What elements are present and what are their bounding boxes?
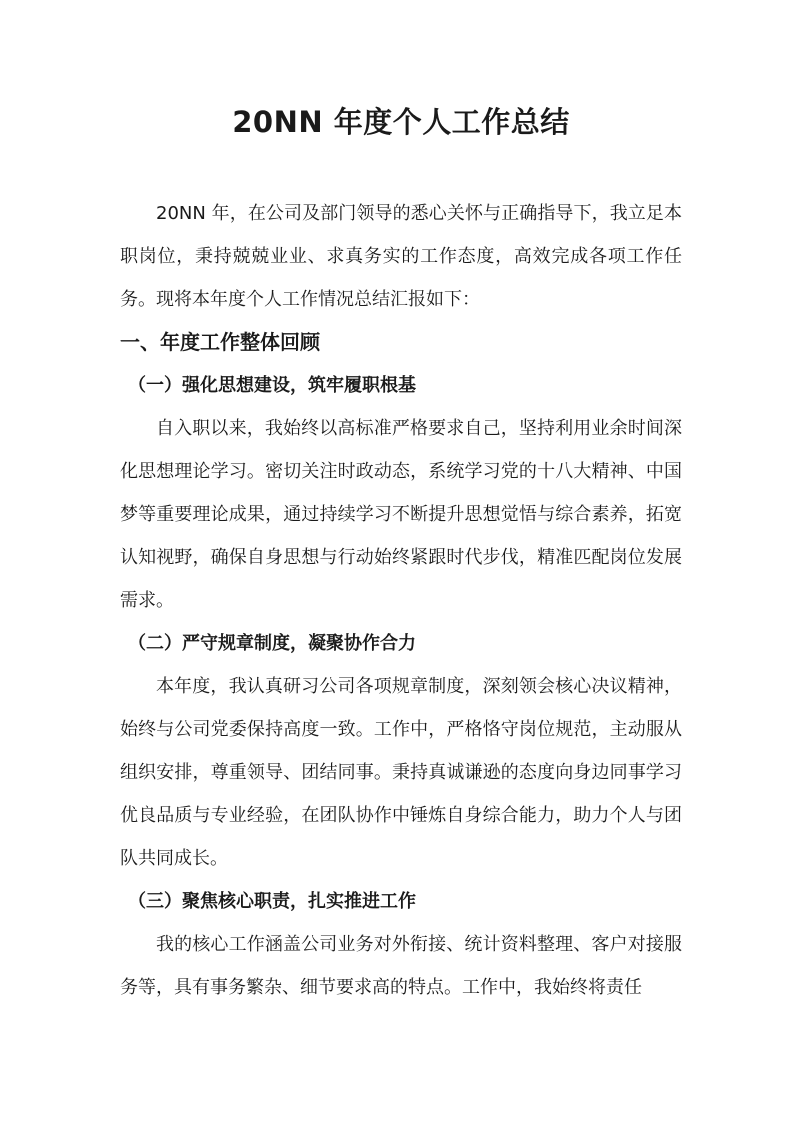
subsection-paragraph-duties: 我的核心工作涵盖公司业务对外衔接、统计资料整理、客户对接服务等，具有事务繁杂、细节要求高的特点。工作中，我始终将责任 bbox=[120, 934, 682, 998]
document-body bbox=[120, 192, 682, 1009]
subsection-heading-rules: （二）严守规章制度，凝聚协作合力 bbox=[128, 633, 416, 654]
subsection-paragraph-rules: 本年度，我认真研习公司各项规章制度，深刻领会核心决议精神，始终与公司党委保持高度一致。工作中，严格恪守岗位规范，主动服从组织安排，尊重领导、团结同事。秉持真诚谦逊的态度向身边同事学习优良品质与专业经验，在团队协作中锤炼自身综合能力，助力个人与团队共同成长。 bbox=[120, 676, 682, 869]
document-title: 20NN 年度个人工作总结 bbox=[232, 105, 570, 139]
intro-paragraph: 20NN 年，在公司及部门领导的悉心关怀与正确指导下，我立足本职岗位，秉持兢兢业业、求真务实的工作态度，高效完成各项工作任务。现将本年度个人工作情况总结汇报如下： bbox=[120, 203, 682, 310]
section-heading-overview: 一、年度工作整体回顾 bbox=[120, 330, 320, 354]
subsection-paragraph-ideology: 自入职以来，我始终以高标准严格要求自己，坚持利用业余时间深化思想理论学习。密切关注时政动态，系统学习党的十八大精神、中国梦等重要理论成果，通过持续学习不断提升思想觉悟与综合素养，拓宽认知视野，确保自身思想与行动始终紧跟时代步伐，精准匹配岗位发展需求。 bbox=[120, 418, 682, 611]
subsection-heading-ideology: （一）强化思想建设，筑牢履职根基 bbox=[128, 375, 416, 396]
subsection-heading-duties: （三）聚焦核心职责，扎实推进工作 bbox=[128, 891, 416, 912]
